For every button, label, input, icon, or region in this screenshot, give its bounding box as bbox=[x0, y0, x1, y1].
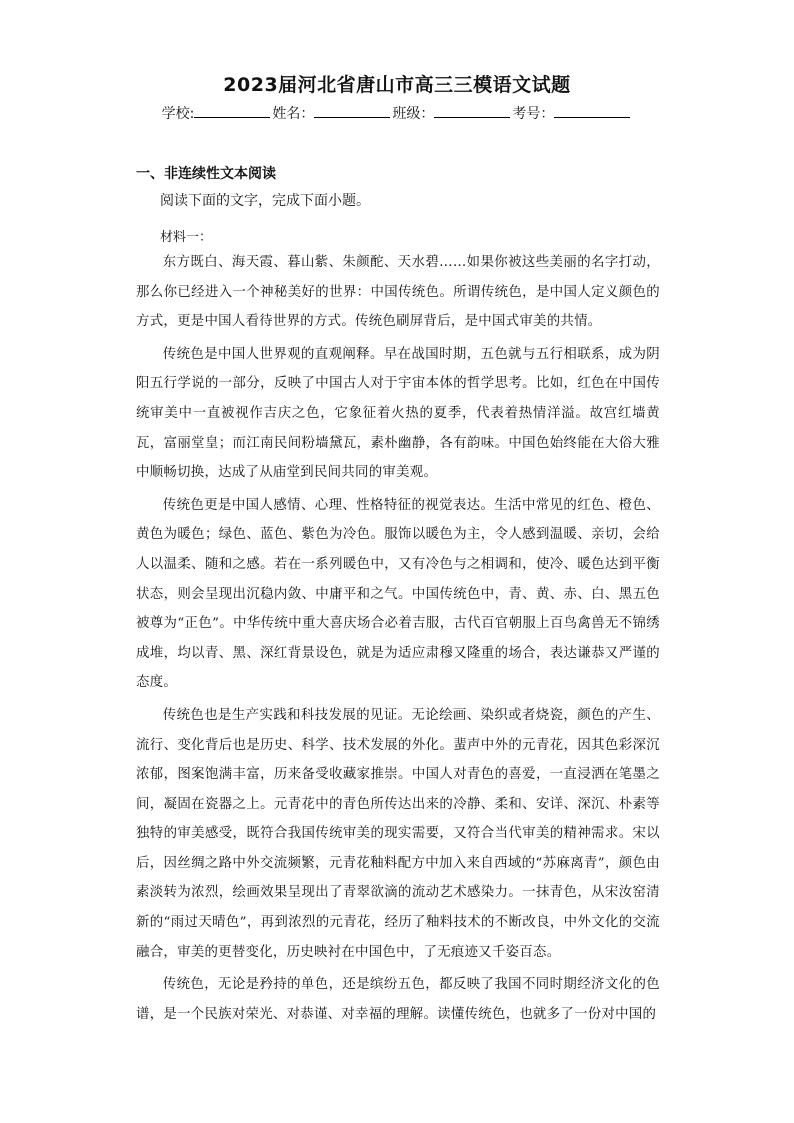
paragraph: 传统色是中国人世界观的直观阐释。早在战国时期，五色就与五行相联系，成为阴阳五行学说的一部分，反映了中国古人对于宇宙本体的哲学思考。比如，红色在中国传统审美中一直被视作吉庆之色，它象征着火热的夏季，代表着热情洋溢。故宫红墙黄瓦，富丽堂皇；而江南民间粉墙黛瓦，素朴幽静，各有韵味。中国色始终能在大俗大雅中顺畅切换，达成了从庙堂到民间共同的审美观。 bbox=[136, 346, 660, 481]
paragraph: 东方既白、海天霞、暮山紫、朱颜酡、天水碧……如果你被这些美丽的名字打动，那么你已经进入一个神秘美好的世界：中国传统色。所谓传统色，是中国人定义颜色的方式，更是中国人看待世界的方式。传统色刷屏背后，是中国式审美的共情。 bbox=[136, 255, 660, 330]
paragraph: 传统色，无论是矜持的单色，还是缤纷五色，都反映了我国不同时期经济文化的色谱，是一个民族对荣光、对恭谨、对幸福的理解。读懂传统色，也就多了一份对中国的 bbox=[136, 977, 660, 1022]
name-blank bbox=[314, 104, 390, 118]
section-heading: 一、非连续性文本阅读 bbox=[136, 166, 276, 182]
school-blank bbox=[194, 104, 270, 118]
class-label: 班级： bbox=[392, 106, 435, 122]
student-info-line bbox=[0, 103, 794, 123]
instruction-text: 阅读下面的文字，完成下面小题。 bbox=[160, 193, 370, 209]
paragraph: 传统色也是生产实践和科技发展的见证。无论绘画、染织或者烧瓷，颜色的产生、流行、变化背后也是历史、科学、技术发展的外化。蜚声中外的元青花，因其色彩深沉浓郁，图案饱满丰富，历来备受收藏家推崇。中国人对青色的喜爱，一直浸洒在笔墨之间，凝固在瓷器之上。元青花中的青色所传达出来的冷静、柔和、安详、深沉、朴素等独特的审美感受，既符合我国传统审美的现实需要，又符合当代审美的精神需求。宋以后，因丝绸之路中外交流频繁，元青花釉料配方中加入来自西域的“苏麻离青”，颜色由素淡转为浓烈，绘画效果呈现出了青翠欲滴的流动艺术感染力。一抹青色，从宋汝窑清新的“雨过天晴色”，再到浓烈的元青花，经历了釉料技术的不断改良，中外文化的交流融合，审美的更替变化，历史映衬在中国色中，了无痕迹又千姿百态。 bbox=[136, 707, 660, 960]
paragraph: 传统色更是中国人感情、心理、性格特征的视觉表达。生活中常见的红色、橙色、黄色为暖色；绿色、蓝色、紫色为冷色。服饰以暖色为主，令人感到温暖、亲切，会给人以温柔、随和之感。若在一系列暖色中，又有冷色与之相调和，使冷、暖色达到平衡状态，则会呈现出沉稳内敛、中庸平和之气。中国传统色中，青、黄、赤、白、黑五色被尊为“正色”。中华传统中重大喜庆场合必着吉服，古代百官朝服上百鸟禽兽无不锦绣成堆，均以青、黑、深红背景设色，就是为适应肃穆又隆重的场合，表达谦恭又严谨的态度。 bbox=[136, 497, 660, 691]
name-label: 姓名： bbox=[272, 106, 315, 122]
exam-no-label: 考号： bbox=[512, 106, 555, 122]
material-label: 材料一： bbox=[160, 230, 213, 245]
class-blank bbox=[434, 104, 510, 118]
page-title: 2023届河北省唐山市高三三模语文试题 bbox=[223, 74, 571, 96]
passage-body bbox=[136, 248, 660, 1032]
exam-no-blank bbox=[554, 104, 630, 118]
school-label: 学校: bbox=[161, 106, 195, 122]
